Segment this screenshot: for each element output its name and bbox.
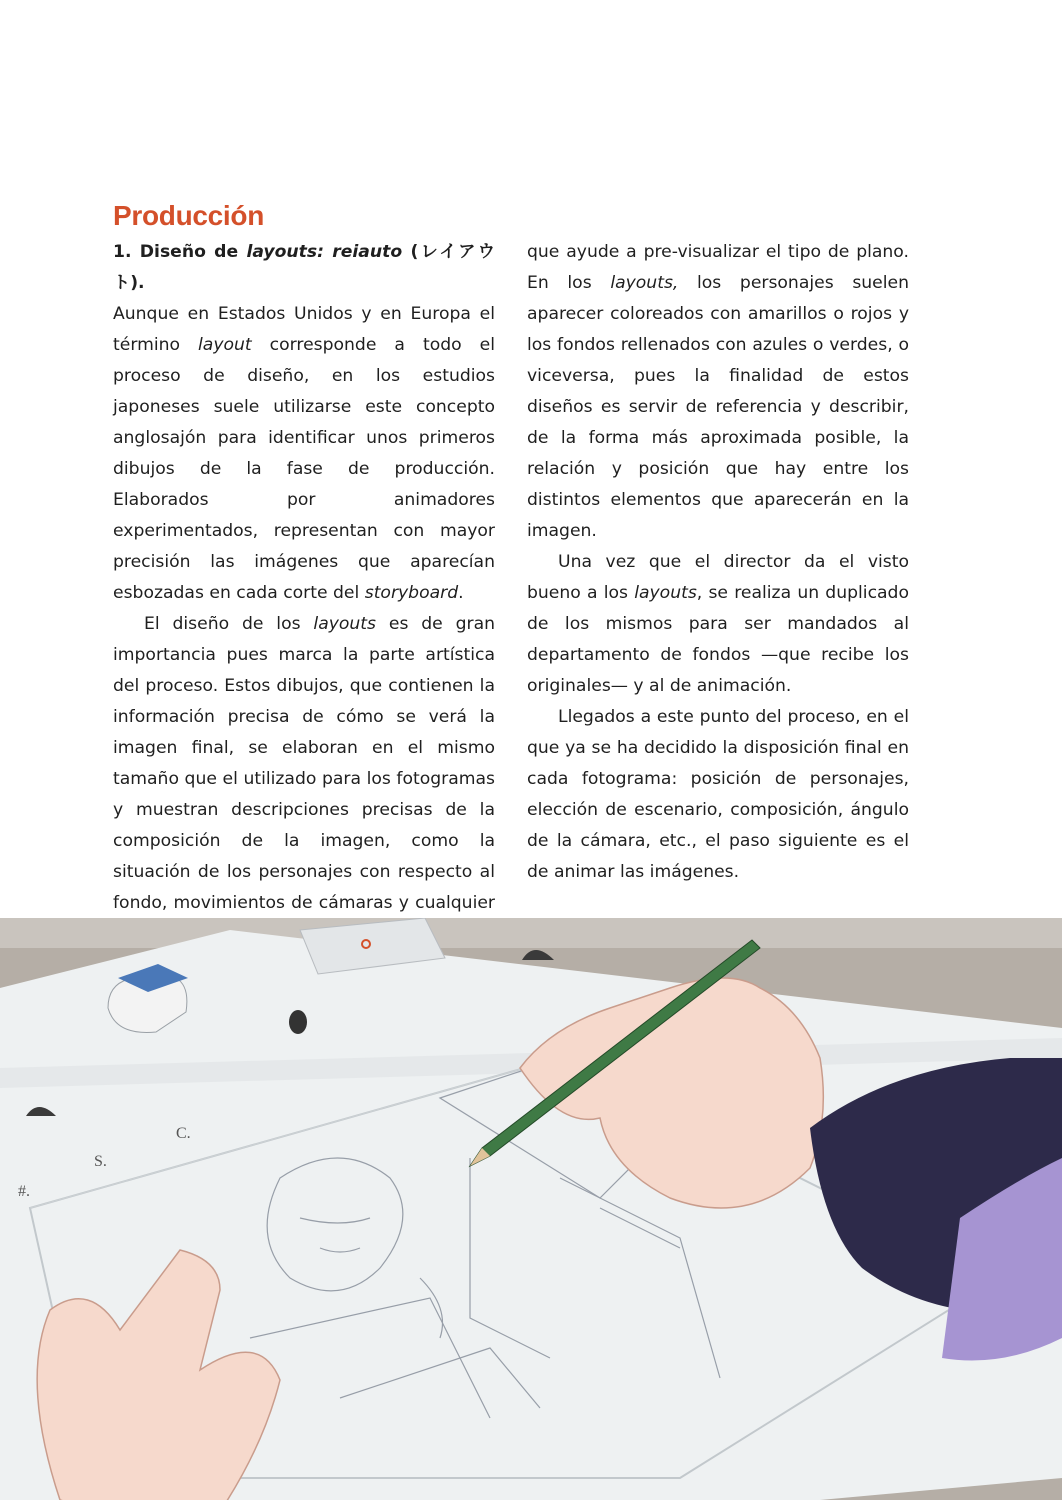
sheet-mark-scene: S. bbox=[94, 1153, 107, 1170]
page-title: Producción bbox=[113, 200, 265, 231]
layout-drawing-illustration bbox=[0, 918, 1062, 1500]
paragraph: El diseño de los layouts es de gran importancia pues marca la parte artística del proceso. Estos dibujos, que contienen la información precisa de cómo se verá la imagen final, se elaboran en el mismo tamaño que el utilizado para los fotogramas y muestran descripciones precisas de la composición de la imagen, como la situación de los personajes con respecto al fondo, movimientos de cámaras y cualquier bbox=[113, 614, 495, 913]
peg bbox=[289, 1010, 307, 1034]
illustration-svg bbox=[0, 918, 1062, 1500]
subheading-japanese: (レイアウト). bbox=[113, 242, 495, 293]
sheet-mark-c: C. bbox=[176, 1125, 191, 1142]
text-column-right bbox=[527, 237, 909, 888]
subsection-heading bbox=[113, 237, 495, 299]
text-column-left bbox=[113, 237, 495, 950]
paragraph: Llegados a este punto del proceso, en el que ya se ha decidido la disposición final en cada fotograma: posición de personajes, elección de escenario, composición, ángulo de la cámara, etc., el paso siguiente es el de animar las imágenes. bbox=[527, 707, 909, 882]
paragraph: Aunque en Estados Unidos y en Europa el término layout corresponde a todo el proceso de diseño, en los estudios japoneses suele utilizarse este concepto anglosajón para identificar unos primeros dibujos de la fase de producción. Elaborados por animadores experimentados, representan con mayor precisión las imágenes que aparecían esbozadas en cada corte del storyboard. bbox=[113, 304, 495, 603]
paragraph: Una vez que el director da el visto bueno a los layouts, se realiza un duplicado de los mismos para ser mandados al departamento de fondos —que recibe los originales— y al de animación. bbox=[527, 552, 909, 696]
subheading-term: layouts: reiauto bbox=[246, 242, 403, 262]
desk-highlight bbox=[0, 918, 1062, 948]
subheading-number: 1. Diseño de bbox=[113, 242, 247, 262]
sheet-mark-cut: #. bbox=[18, 1183, 30, 1200]
paragraph: que ayude a pre-visualizar el tipo de plano. En los layouts, los personajes suelen aparecer coloreados con amarillos o rojos y los fondos rellenados con azules o verdes, o viceversa, pues la finalidad de estos diseños es servir de referencia y describir, de la forma más aproximada posible, la relación y posición que hay entre los distintos elementos que aparecerán en la imagen. bbox=[527, 242, 909, 541]
